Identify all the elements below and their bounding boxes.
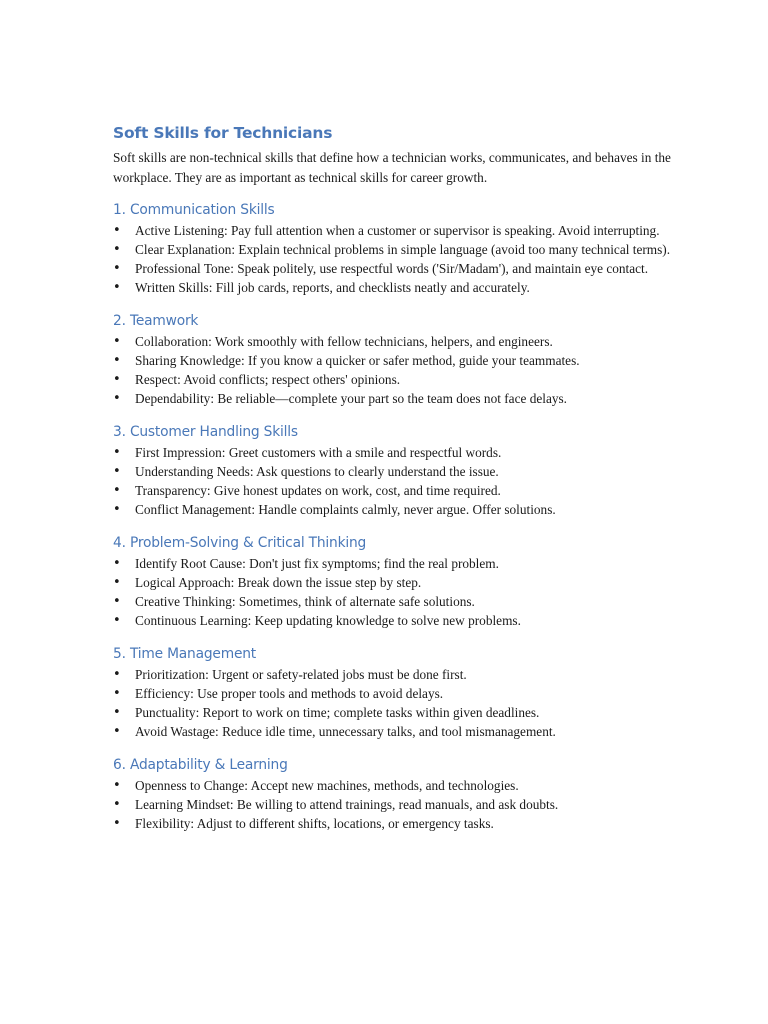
list-item [113,665,673,684]
list-item [113,462,673,481]
bullet-list [113,554,673,630]
bullet-icon: • [113,353,121,368]
bullet-icon: • [113,464,121,479]
bullet-icon: • [113,724,121,739]
list-item-text: Sharing Knowledge: If you know a quicker or safer method, guide your teammates. [135,353,580,368]
bullet-icon: • [113,594,121,609]
bullet-list [113,665,673,741]
list-item [113,240,673,259]
list-item-text: Written Skills: Fill job cards, reports, and checklists neatly and accurately. [135,280,530,295]
sections-container [113,200,673,833]
bullet-icon: • [113,242,121,257]
list-item [113,481,673,500]
intro-paragraph: Soft skills are non-technical skills that define how a technician works, communicates, and behaves in the workplace. They are as important as technical skills for career growth. [113,150,671,185]
bullet-list [113,776,673,833]
list-item [113,776,673,795]
bullet-list [113,332,673,408]
list-item [113,259,673,278]
list-item-text: Learning Mindset: Be willing to attend trainings, read manuals, and ask doubts. [135,797,559,812]
list-item [113,592,673,611]
section-heading: 1. Communication Skills [113,202,275,218]
bullet-icon: • [113,372,121,387]
bullet-icon: • [113,483,121,498]
list-item-text: Continuous Learning: Keep updating knowledge to solve new problems. [135,613,521,628]
bullet-icon: • [113,575,121,590]
bullet-icon: • [113,556,121,571]
list-item [113,795,673,814]
list-item-text: Collaboration: Work smoothly with fellow technicians, helpers, and engineers. [135,334,553,349]
section-heading: 5. Time Management [113,646,256,662]
list-item-text: Punctuality: Report to work on time; complete tasks within given deadlines. [135,705,540,720]
list-item [113,443,673,462]
document-title: Soft Skills for Technicians [113,124,333,142]
list-item-text: Understanding Needs: Ask questions to clearly understand the issue. [135,464,499,479]
bullet-icon: • [113,778,121,793]
list-item [113,573,673,592]
bullet-list [113,443,673,519]
list-item-text: Flexibility: Adjust to different shifts, locations, or emergency tasks. [135,816,494,831]
list-item [113,703,673,722]
bullet-icon: • [113,334,121,349]
list-item-text: Respect: Avoid conflicts; respect others' opinions. [135,372,401,387]
list-item-text: Prioritization: Urgent or safety-related jobs must be done first. [135,667,467,682]
section-heading: 6. Adaptability & Learning [113,757,288,773]
list-item-text: Conflict Management: Handle complaints calmly, never argue. Offer solutions. [135,502,556,517]
bullet-icon: • [113,667,121,682]
list-item-text: Professional Tone: Speak politely, use respectful words ('Sir/Madam'), and maintain eye contact. [135,261,649,276]
section-heading: 2. Teamwork [113,313,199,329]
list-item-text: Openness to Change: Accept new machines, methods, and technologies. [135,778,519,793]
document-page [113,122,673,833]
list-item-text: Clear Explanation: Explain technical problems in simple language (avoid too many technical terms). [135,242,671,257]
list-item-text: Active Listening: Pay full attention when a customer or supervisor is speaking. Avoid interrupting. [135,223,660,238]
bullet-icon: • [113,223,121,238]
list-item [113,684,673,703]
list-item-text: Efficiency: Use proper tools and methods to avoid delays. [135,686,444,701]
list-item [113,332,673,351]
bullet-icon: • [113,705,121,720]
list-item-text: First Impression: Greet customers with a smile and respectful words. [135,445,502,460]
list-item [113,722,673,741]
list-item [113,814,673,833]
bullet-icon: • [113,280,121,295]
list-item-text: Creative Thinking: Sometimes, think of alternate safe solutions. [135,594,475,609]
list-item [113,611,673,630]
bullet-icon: • [113,613,121,628]
bullet-icon: • [113,445,121,460]
bullet-icon: • [113,391,121,406]
list-item-text: Identify Root Cause: Don't just fix symptoms; find the real problem. [135,556,499,571]
list-item-text: Dependability: Be reliable—complete your part so the team does not face delays. [135,391,567,406]
section-heading: 4. Problem-Solving & Critical Thinking [113,535,367,551]
list-item [113,370,673,389]
bullet-icon: • [113,502,121,517]
bullet-icon: • [113,797,121,812]
list-item [113,221,673,240]
list-item [113,500,673,519]
list-item-text: Logical Approach: Break down the issue step by step. [135,575,422,590]
bullet-icon: • [113,261,121,276]
list-item-text: Avoid Wastage: Reduce idle time, unnecessary talks, and tool mismanagement. [135,724,556,739]
list-item [113,351,673,370]
bullet-list [113,221,673,297]
list-item [113,554,673,573]
section-heading: 3. Customer Handling Skills [113,424,298,440]
list-item [113,389,673,408]
bullet-icon: • [113,816,121,831]
bullet-icon: • [113,686,121,701]
list-item [113,278,673,297]
list-item-text: Transparency: Give honest updates on work, cost, and time required. [135,483,501,498]
